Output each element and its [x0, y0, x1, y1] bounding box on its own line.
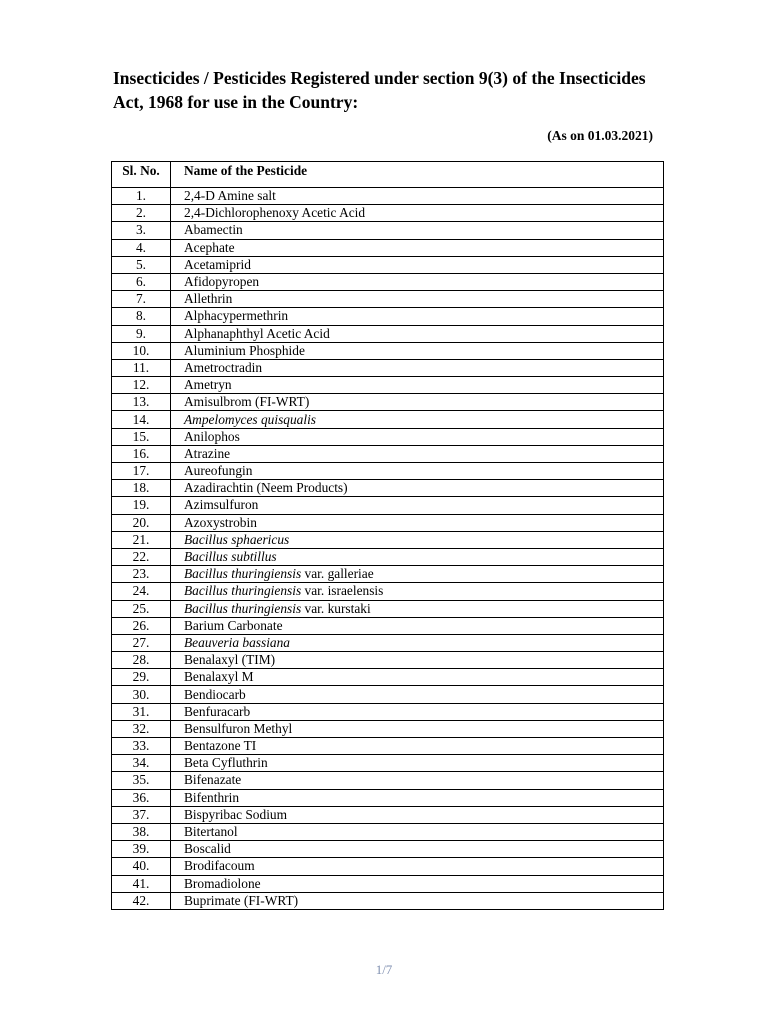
- table-row: [112, 514, 664, 531]
- pesticide-name-text: var. kurstaki: [301, 600, 371, 616]
- pesticide-name-text: 2,4-D Amine salt: [184, 188, 276, 204]
- pesticide-name-text: var. galleriae: [301, 566, 374, 582]
- pesticide-name-cell: [171, 583, 664, 600]
- table-row: [112, 394, 664, 411]
- sl-no-cell: 41.: [112, 875, 171, 892]
- sl-no-cell: 20.: [112, 514, 171, 531]
- table-row: [112, 497, 664, 514]
- pesticide-name-text: Ametroctradin: [184, 359, 263, 375]
- sl-no-cell: 5.: [112, 256, 171, 273]
- sl-no-cell: 18.: [112, 480, 171, 497]
- sl-no-cell: 40.: [112, 858, 171, 875]
- pesticide-name-text: Acetamiprid: [184, 256, 251, 272]
- table-row: [112, 273, 664, 290]
- sl-no-cell: 3.: [112, 222, 171, 239]
- table-row: [112, 703, 664, 720]
- pesticide-name-text: Bacillus sphaericus: [184, 531, 290, 547]
- table-row: [112, 256, 664, 273]
- pesticide-name-text: Afidopyropen: [184, 274, 260, 290]
- pesticide-name-cell: [171, 892, 664, 909]
- table-row: [112, 652, 664, 669]
- pesticide-name-cell: [171, 256, 664, 273]
- sl-no-cell: 17.: [112, 463, 171, 480]
- pesticide-name-cell: [171, 514, 664, 531]
- pesticide-name-cell: [171, 755, 664, 772]
- pesticide-name-text: Bromadiolone: [184, 875, 261, 891]
- pesticide-name-text: Abamectin: [184, 222, 243, 238]
- sl-no-cell: 2.: [112, 205, 171, 222]
- pesticide-name-cell: [171, 858, 664, 875]
- pesticide-name-cell: [171, 325, 664, 342]
- table-row: [112, 445, 664, 462]
- table-row: [112, 531, 664, 548]
- table-row: [112, 755, 664, 772]
- pesticide-name-cell: [171, 222, 664, 239]
- pesticide-name-text: var. israelensis: [301, 583, 384, 599]
- pesticide-name-cell: [171, 841, 664, 858]
- sl-no-cell: 24.: [112, 583, 171, 600]
- table-row: [112, 823, 664, 840]
- pesticide-name-text: Bacillus subtillus: [184, 549, 277, 565]
- pesticide-name-text: Atrazine: [184, 445, 231, 461]
- pesticide-name-text: Amisulbrom (FI-WRT): [184, 394, 310, 410]
- pesticide-name-cell: [171, 789, 664, 806]
- sl-no-cell: 10.: [112, 342, 171, 359]
- table-row: [112, 428, 664, 445]
- sl-no-cell: 11.: [112, 359, 171, 376]
- sl-no-cell: 15.: [112, 428, 171, 445]
- sl-no-cell: 31.: [112, 703, 171, 720]
- sl-no-cell: 23.: [112, 566, 171, 583]
- pesticide-name-cell: [171, 497, 664, 514]
- pesticide-name-text: Benalaxyl (TIM): [184, 652, 276, 668]
- sl-no-cell: 1.: [112, 188, 171, 205]
- table-row: [112, 892, 664, 909]
- sl-no-cell: 12.: [112, 377, 171, 394]
- sl-no-cell: 16.: [112, 445, 171, 462]
- sl-no-cell: 13.: [112, 394, 171, 411]
- table-row: [112, 188, 664, 205]
- pesticide-name-text: Ametryn: [184, 377, 232, 393]
- sl-no-cell: 9.: [112, 325, 171, 342]
- pesticide-name-cell: [171, 308, 664, 325]
- pesticide-name-cell: [171, 291, 664, 308]
- table-row: [112, 600, 664, 617]
- sl-no-cell: 22.: [112, 548, 171, 565]
- table-row: [112, 548, 664, 565]
- pesticide-name-text: Benfuracarb: [184, 703, 251, 719]
- pesticide-name-text: Alphacypermethrin: [184, 308, 289, 324]
- pesticide-name-text: Aluminium Phosphide: [184, 342, 305, 358]
- pesticide-name-text: Bispyribac Sodium: [184, 806, 288, 822]
- pesticide-name-cell: [171, 686, 664, 703]
- pesticide-name-text: Benalaxyl M: [184, 669, 254, 685]
- pesticide-name-cell: [171, 531, 664, 548]
- sl-no-cell: 7.: [112, 291, 171, 308]
- sl-no-cell: 4.: [112, 239, 171, 256]
- pesticide-name-cell: [171, 652, 664, 669]
- table-row: [112, 480, 664, 497]
- sl-no-cell: 26.: [112, 617, 171, 634]
- pesticide-name-text: Ampelomyces quisqualis: [184, 411, 317, 427]
- pesticide-name-cell: [171, 806, 664, 823]
- pesticide-name-text: Bifenazate: [184, 772, 242, 788]
- pesticide-name-cell: [171, 823, 664, 840]
- table-header-row: [112, 162, 664, 188]
- pesticide-name-cell: [171, 188, 664, 205]
- sl-no-cell: 8.: [112, 308, 171, 325]
- pesticide-name-text: Azimsulfuron: [184, 497, 259, 513]
- pesticide-name-cell: [171, 669, 664, 686]
- header-sl-no: Sl. No.: [112, 162, 171, 188]
- pesticide-name-cell: [171, 273, 664, 290]
- table-row: [112, 566, 664, 583]
- sl-no-cell: 33.: [112, 738, 171, 755]
- table-row: [112, 720, 664, 737]
- table-row: [112, 239, 664, 256]
- pesticide-name-text: Bitertanol: [184, 824, 238, 840]
- table-row: [112, 291, 664, 308]
- pesticide-name-text: Bacillus thuringiensis: [184, 583, 302, 599]
- table-row: [112, 359, 664, 376]
- sl-no-cell: 32.: [112, 720, 171, 737]
- table-row: [112, 463, 664, 480]
- pesticide-name-text: Anilophos: [184, 428, 240, 444]
- table-row: [112, 617, 664, 634]
- sl-no-cell: 39.: [112, 841, 171, 858]
- sl-no-cell: 28.: [112, 652, 171, 669]
- pesticide-name-cell: [171, 394, 664, 411]
- pesticide-name-text: Azoxystrobin: [184, 514, 257, 530]
- pesticide-name-cell: [171, 772, 664, 789]
- sl-no-cell: 25.: [112, 600, 171, 617]
- sl-no-cell: 19.: [112, 497, 171, 514]
- pesticide-name-text: Allethrin: [184, 291, 233, 307]
- sl-no-cell: 36.: [112, 789, 171, 806]
- pesticide-name-text: Acephate: [184, 239, 235, 255]
- table-row: [112, 222, 664, 239]
- pesticide-table: [111, 161, 664, 910]
- sl-no-cell: 34.: [112, 755, 171, 772]
- sl-no-cell: 30.: [112, 686, 171, 703]
- table-row: [112, 308, 664, 325]
- pesticide-name-cell: [171, 875, 664, 892]
- pesticide-name-text: Bendiocarb: [184, 686, 246, 702]
- table-row: [112, 789, 664, 806]
- pesticide-name-text: 2,4-Dichlorophenoxy Acetic Acid: [184, 205, 366, 221]
- page-number: 1/7: [375, 962, 393, 977]
- table-row: [112, 342, 664, 359]
- sl-no-cell: 38.: [112, 823, 171, 840]
- pesticide-name-cell: [171, 566, 664, 583]
- table-row: [112, 411, 664, 428]
- document-title: Insecticides / Pesticides Registered under section 9(3) of the Insecticides Act, 1968 for use in the Country:: [113, 68, 646, 112]
- sl-no-cell: 21.: [112, 531, 171, 548]
- pesticide-name-text: Aureofungin: [184, 463, 253, 479]
- pesticide-name-cell: [171, 411, 664, 428]
- pesticide-name-cell: [171, 703, 664, 720]
- pesticide-name-text: Bensulfuron Methyl: [184, 720, 293, 736]
- table-row: [112, 875, 664, 892]
- pesticide-name-cell: [171, 480, 664, 497]
- sl-no-cell: 29.: [112, 669, 171, 686]
- table-row: [112, 738, 664, 755]
- pesticide-name-cell: [171, 342, 664, 359]
- sl-no-cell: 6.: [112, 273, 171, 290]
- table-row: [112, 858, 664, 875]
- pesticide-name-cell: [171, 205, 664, 222]
- pesticide-name-cell: [171, 377, 664, 394]
- pesticide-name-cell: [171, 548, 664, 565]
- table-row: [112, 806, 664, 823]
- pesticide-name-text: Bentazone TI: [184, 738, 257, 754]
- pesticide-name-text: Brodifacoum: [184, 858, 255, 874]
- sl-no-cell: 14.: [112, 411, 171, 428]
- table-body: [112, 188, 664, 910]
- pesticide-name-cell: [171, 463, 664, 480]
- table-row: [112, 325, 664, 342]
- table-row: [112, 669, 664, 686]
- pesticide-name-cell: [171, 600, 664, 617]
- sl-no-cell: 42.: [112, 892, 171, 909]
- table-row: [112, 841, 664, 858]
- pesticide-name-text: Beauveria bassiana: [184, 634, 290, 650]
- pesticide-name-text: Bacillus thuringiensis: [184, 566, 302, 582]
- sl-no-cell: 35.: [112, 772, 171, 789]
- pesticide-name-cell: [171, 239, 664, 256]
- table-row: [112, 205, 664, 222]
- table-row: [112, 772, 664, 789]
- pesticide-name-cell: [171, 634, 664, 651]
- sl-no-cell: 37.: [112, 806, 171, 823]
- pesticide-name-text: Bifenthrin: [184, 789, 240, 805]
- pesticide-name-text: Boscalid: [184, 841, 231, 857]
- pesticide-name-text: Alphanaphthyl Acetic Acid: [184, 325, 330, 341]
- pesticide-name-cell: [171, 359, 664, 376]
- pesticide-name-text: Azadirachtin (Neem Products): [184, 480, 348, 496]
- pesticide-name-cell: [171, 428, 664, 445]
- pesticide-name-cell: [171, 720, 664, 737]
- pesticide-name-text: Barium Carbonate: [184, 617, 283, 633]
- sl-no-cell: 27.: [112, 634, 171, 651]
- as-on-date: (As on 01.03.2021): [547, 128, 653, 143]
- pesticide-name-text: Beta Cyfluthrin: [184, 755, 268, 771]
- pesticide-name-cell: [171, 738, 664, 755]
- header-pesticide-name: Name of the Pesticide: [171, 162, 664, 188]
- table-row: [112, 583, 664, 600]
- table-row: [112, 686, 664, 703]
- pesticide-name-text: Buprimate (FI-WRT): [184, 892, 299, 908]
- table-row: [112, 377, 664, 394]
- pesticide-name-text: Bacillus thuringiensis: [184, 600, 302, 616]
- pesticide-name-cell: [171, 445, 664, 462]
- pesticide-name-cell: [171, 617, 664, 634]
- table-row: [112, 634, 664, 651]
- table-header: [112, 162, 664, 188]
